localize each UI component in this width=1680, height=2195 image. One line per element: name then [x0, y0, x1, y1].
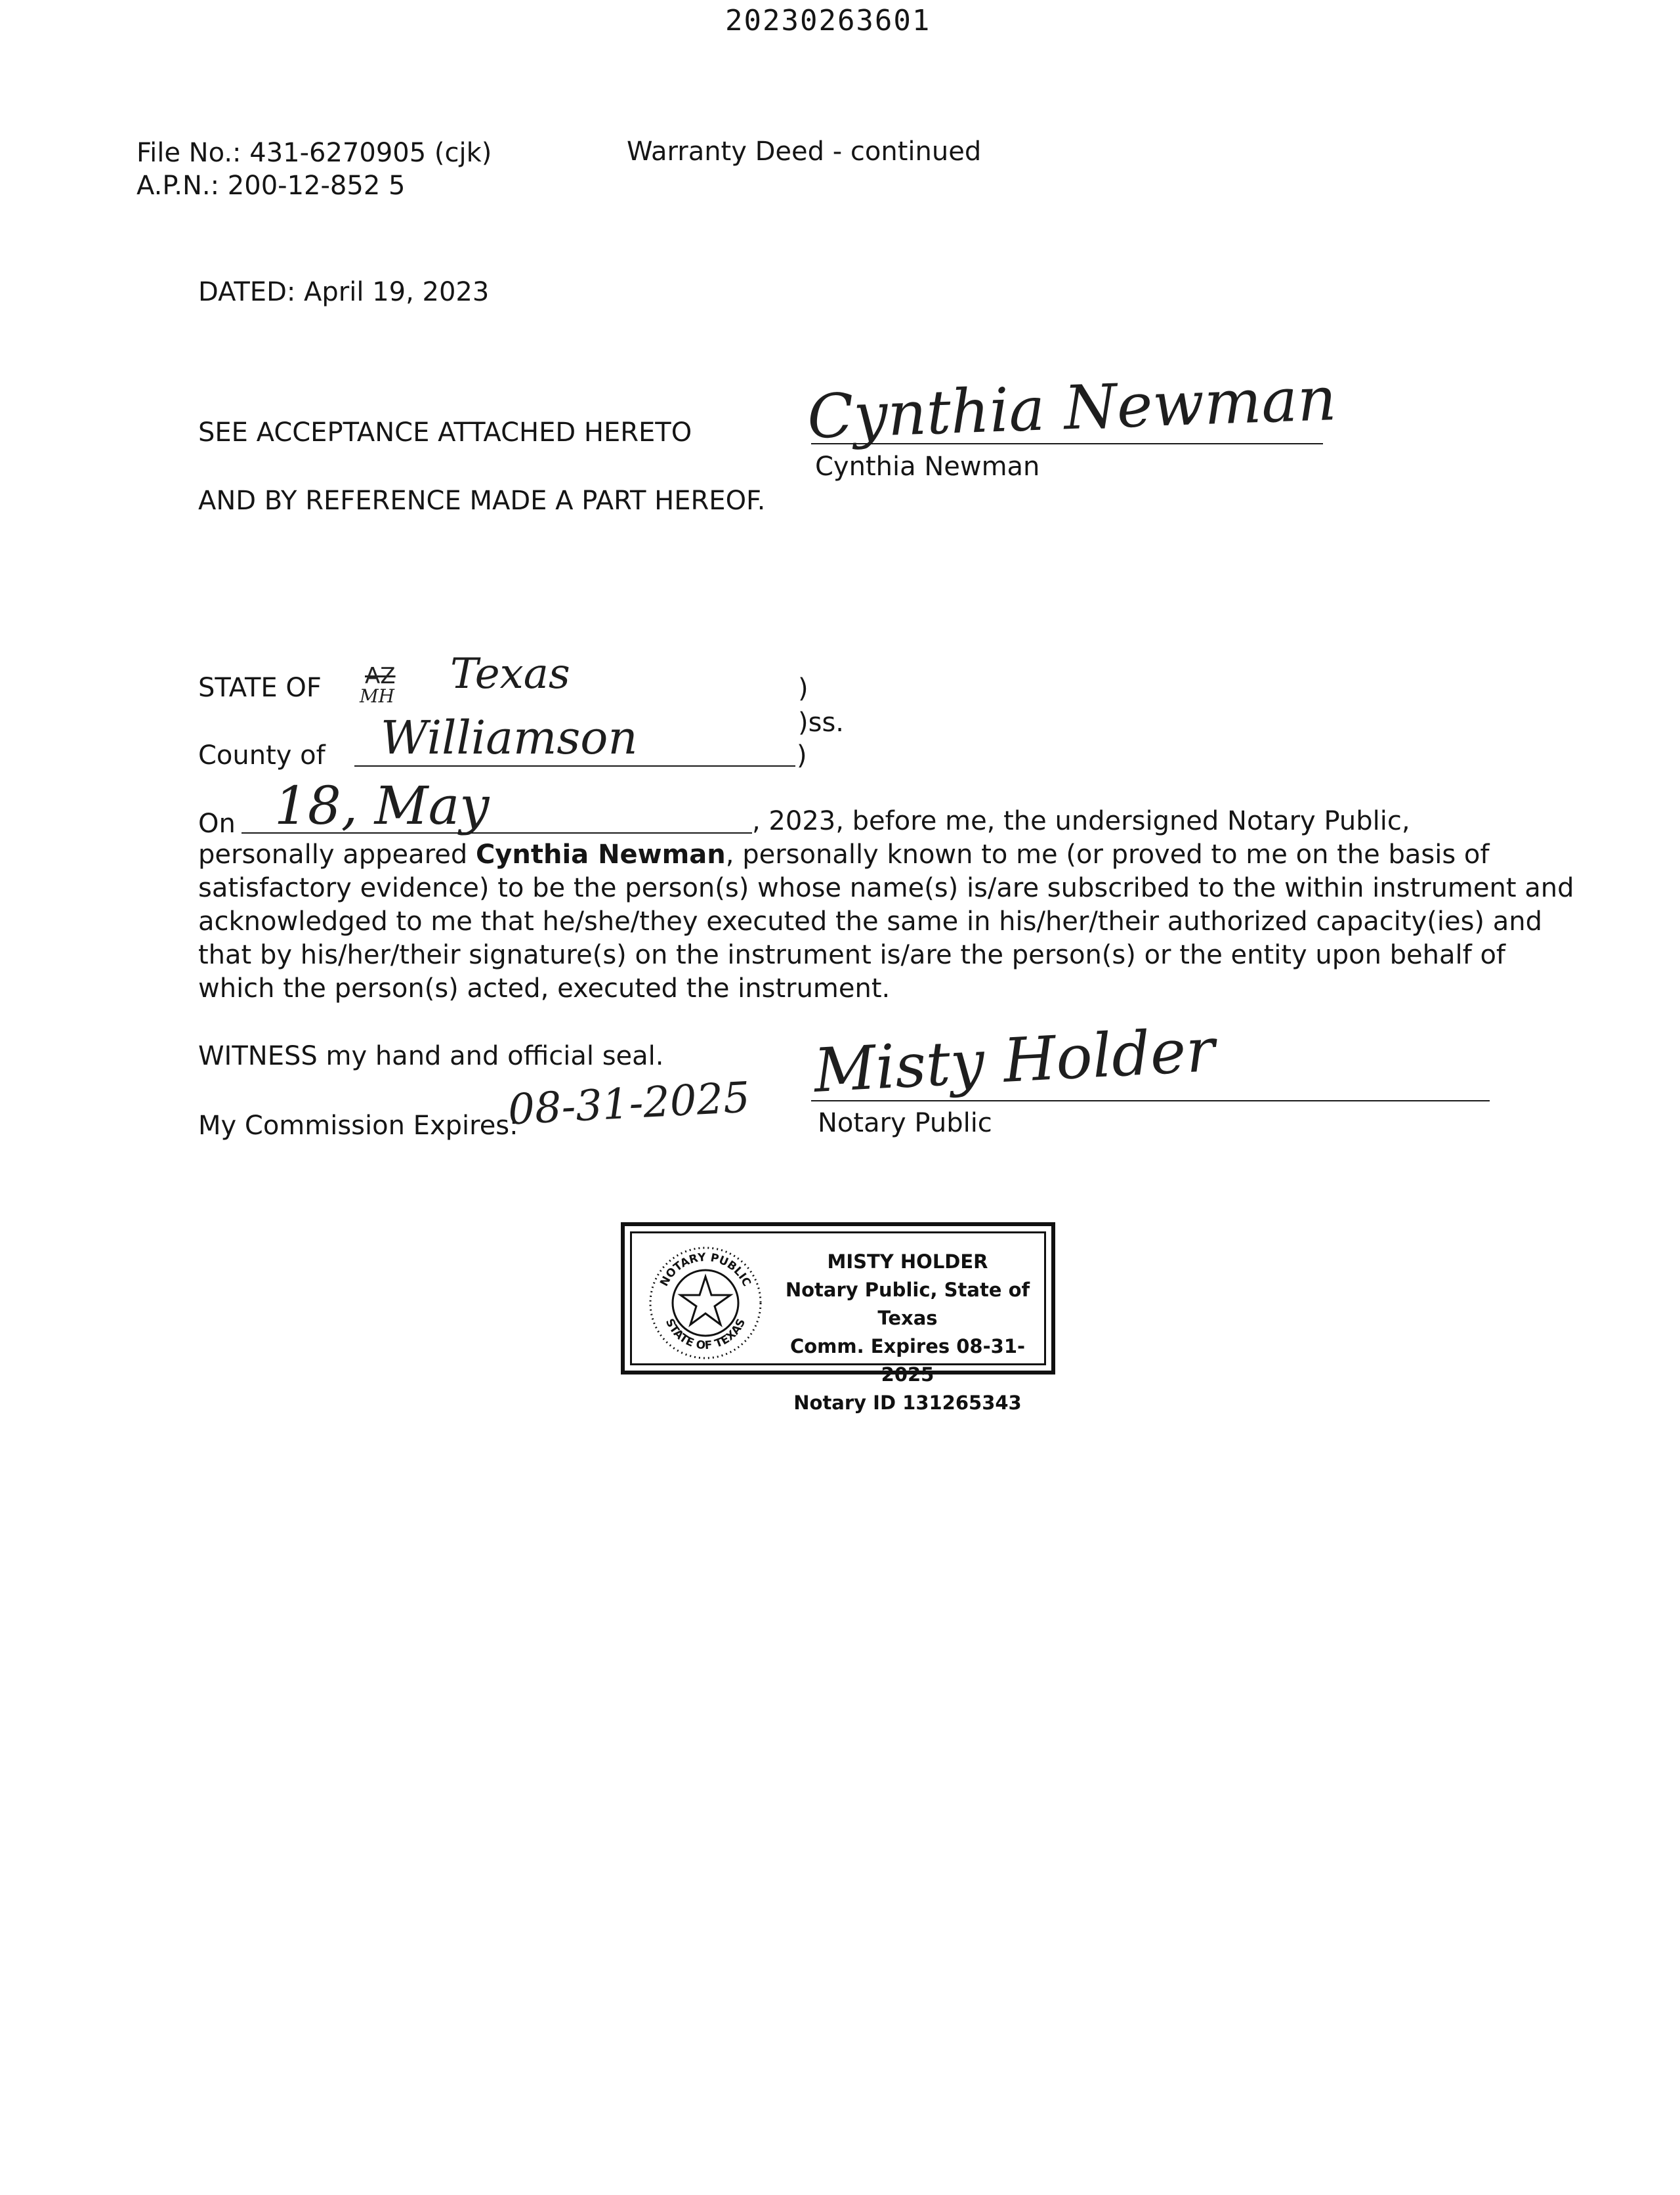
- grantor-signature: Cynthia Newman: [806, 363, 1338, 453]
- commission-label: My Commission Expires:: [198, 1111, 518, 1141]
- emblem-bottom-text: STATE OF TEXAS: [662, 1317, 749, 1353]
- notary-seal-text: [770, 1248, 1045, 1417]
- ack-line-2: [198, 838, 1511, 872]
- venue-paren-close: ): [797, 740, 807, 771]
- svg-text:STATE OF TEXAS: [663, 1317, 748, 1352]
- seal-notary-name: MISTY HOLDER: [827, 1250, 988, 1273]
- file-number: File No.: 431-6270905 (cjk): [136, 138, 492, 168]
- state-struck-text: AZ: [365, 663, 396, 689]
- document-title: Warranty Deed - continued: [627, 137, 982, 167]
- emblem-top-text: NOTARY PUBLIC: [658, 1250, 753, 1289]
- county-line: [354, 765, 795, 767]
- witness-line: WITNESS my hand and official seal.: [198, 1041, 664, 1071]
- ack-date-handwritten: 18, May: [274, 775, 490, 836]
- ack-on-label: On: [198, 809, 236, 839]
- venue-ss: )ss.: [798, 708, 844, 738]
- acceptance-line-1: SEE ACCEPTANCE ATTACHED HERETO: [198, 417, 692, 448]
- acceptance-line-2: AND BY REFERENCE MADE A PART HEREOF.: [198, 486, 766, 516]
- seal-commission-expires: Comm. Expires 08-31-2025: [789, 1335, 1026, 1386]
- state-label: STATE OF: [198, 673, 322, 703]
- dated-line: DATED: April 19, 2023: [198, 277, 490, 307]
- notary-emblem: [646, 1244, 765, 1362]
- ack-line-6: which the person(s) acted, executed the instrument.: [198, 973, 891, 1004]
- seal-notary-title: Notary Public, State of Texas: [785, 1279, 1030, 1329]
- grantor-printed-name: Cynthia Newman: [815, 452, 1040, 482]
- ack-date-line: [242, 832, 752, 834]
- star-seal-icon: [646, 1244, 765, 1362]
- commission-date-handwritten: 08-31-2025: [507, 1073, 751, 1135]
- ack-line-2-pre: personally appeared: [198, 840, 476, 870]
- seal-notary-id: Notary ID 131265343: [793, 1392, 1022, 1414]
- acknowledgment-paragraph: [198, 838, 1574, 1006]
- notary-seal: [621, 1222, 1055, 1414]
- ack-line-4: acknowledged to me that he/she/they executed the same in his/her/their authorized capacity(ies) and: [198, 906, 1542, 937]
- notary-signature-line: [811, 1100, 1490, 1101]
- ack-line-2-post: , personally known to me (or proved to me on the basis of: [725, 840, 1490, 870]
- state-handwritten: Texas: [450, 650, 570, 698]
- venue-paren-open: ): [798, 673, 808, 704]
- notary-seal-inner-border: [630, 1231, 1046, 1414]
- apn-number: A.P.N.: 200-12-852 5: [136, 171, 406, 201]
- county-label: County of: [198, 740, 326, 771]
- state-correction-initials: MH: [360, 685, 395, 707]
- notary-signature: Misty Holder: [812, 1015, 1217, 1106]
- ack-line-5: that by his/her/their signature(s) on the instrument is/are the person(s) or the entity upon behalf of: [198, 940, 1505, 970]
- ack-signer-name: Cynthia Newman: [475, 840, 726, 870]
- ack-line-1-rest: , 2023, before me, the undersigned Notary Public,: [752, 806, 1410, 836]
- grantor-signature-line: [811, 443, 1323, 444]
- ack-line-3: satisfactory evidence) to be the person(s) whose name(s) is/are subscribed to the within instrument and: [198, 873, 1574, 903]
- county-handwritten: Williamson: [381, 711, 638, 765]
- recording-number: 20230263601: [725, 4, 931, 37]
- notary-public-label: Notary Public: [818, 1108, 992, 1138]
